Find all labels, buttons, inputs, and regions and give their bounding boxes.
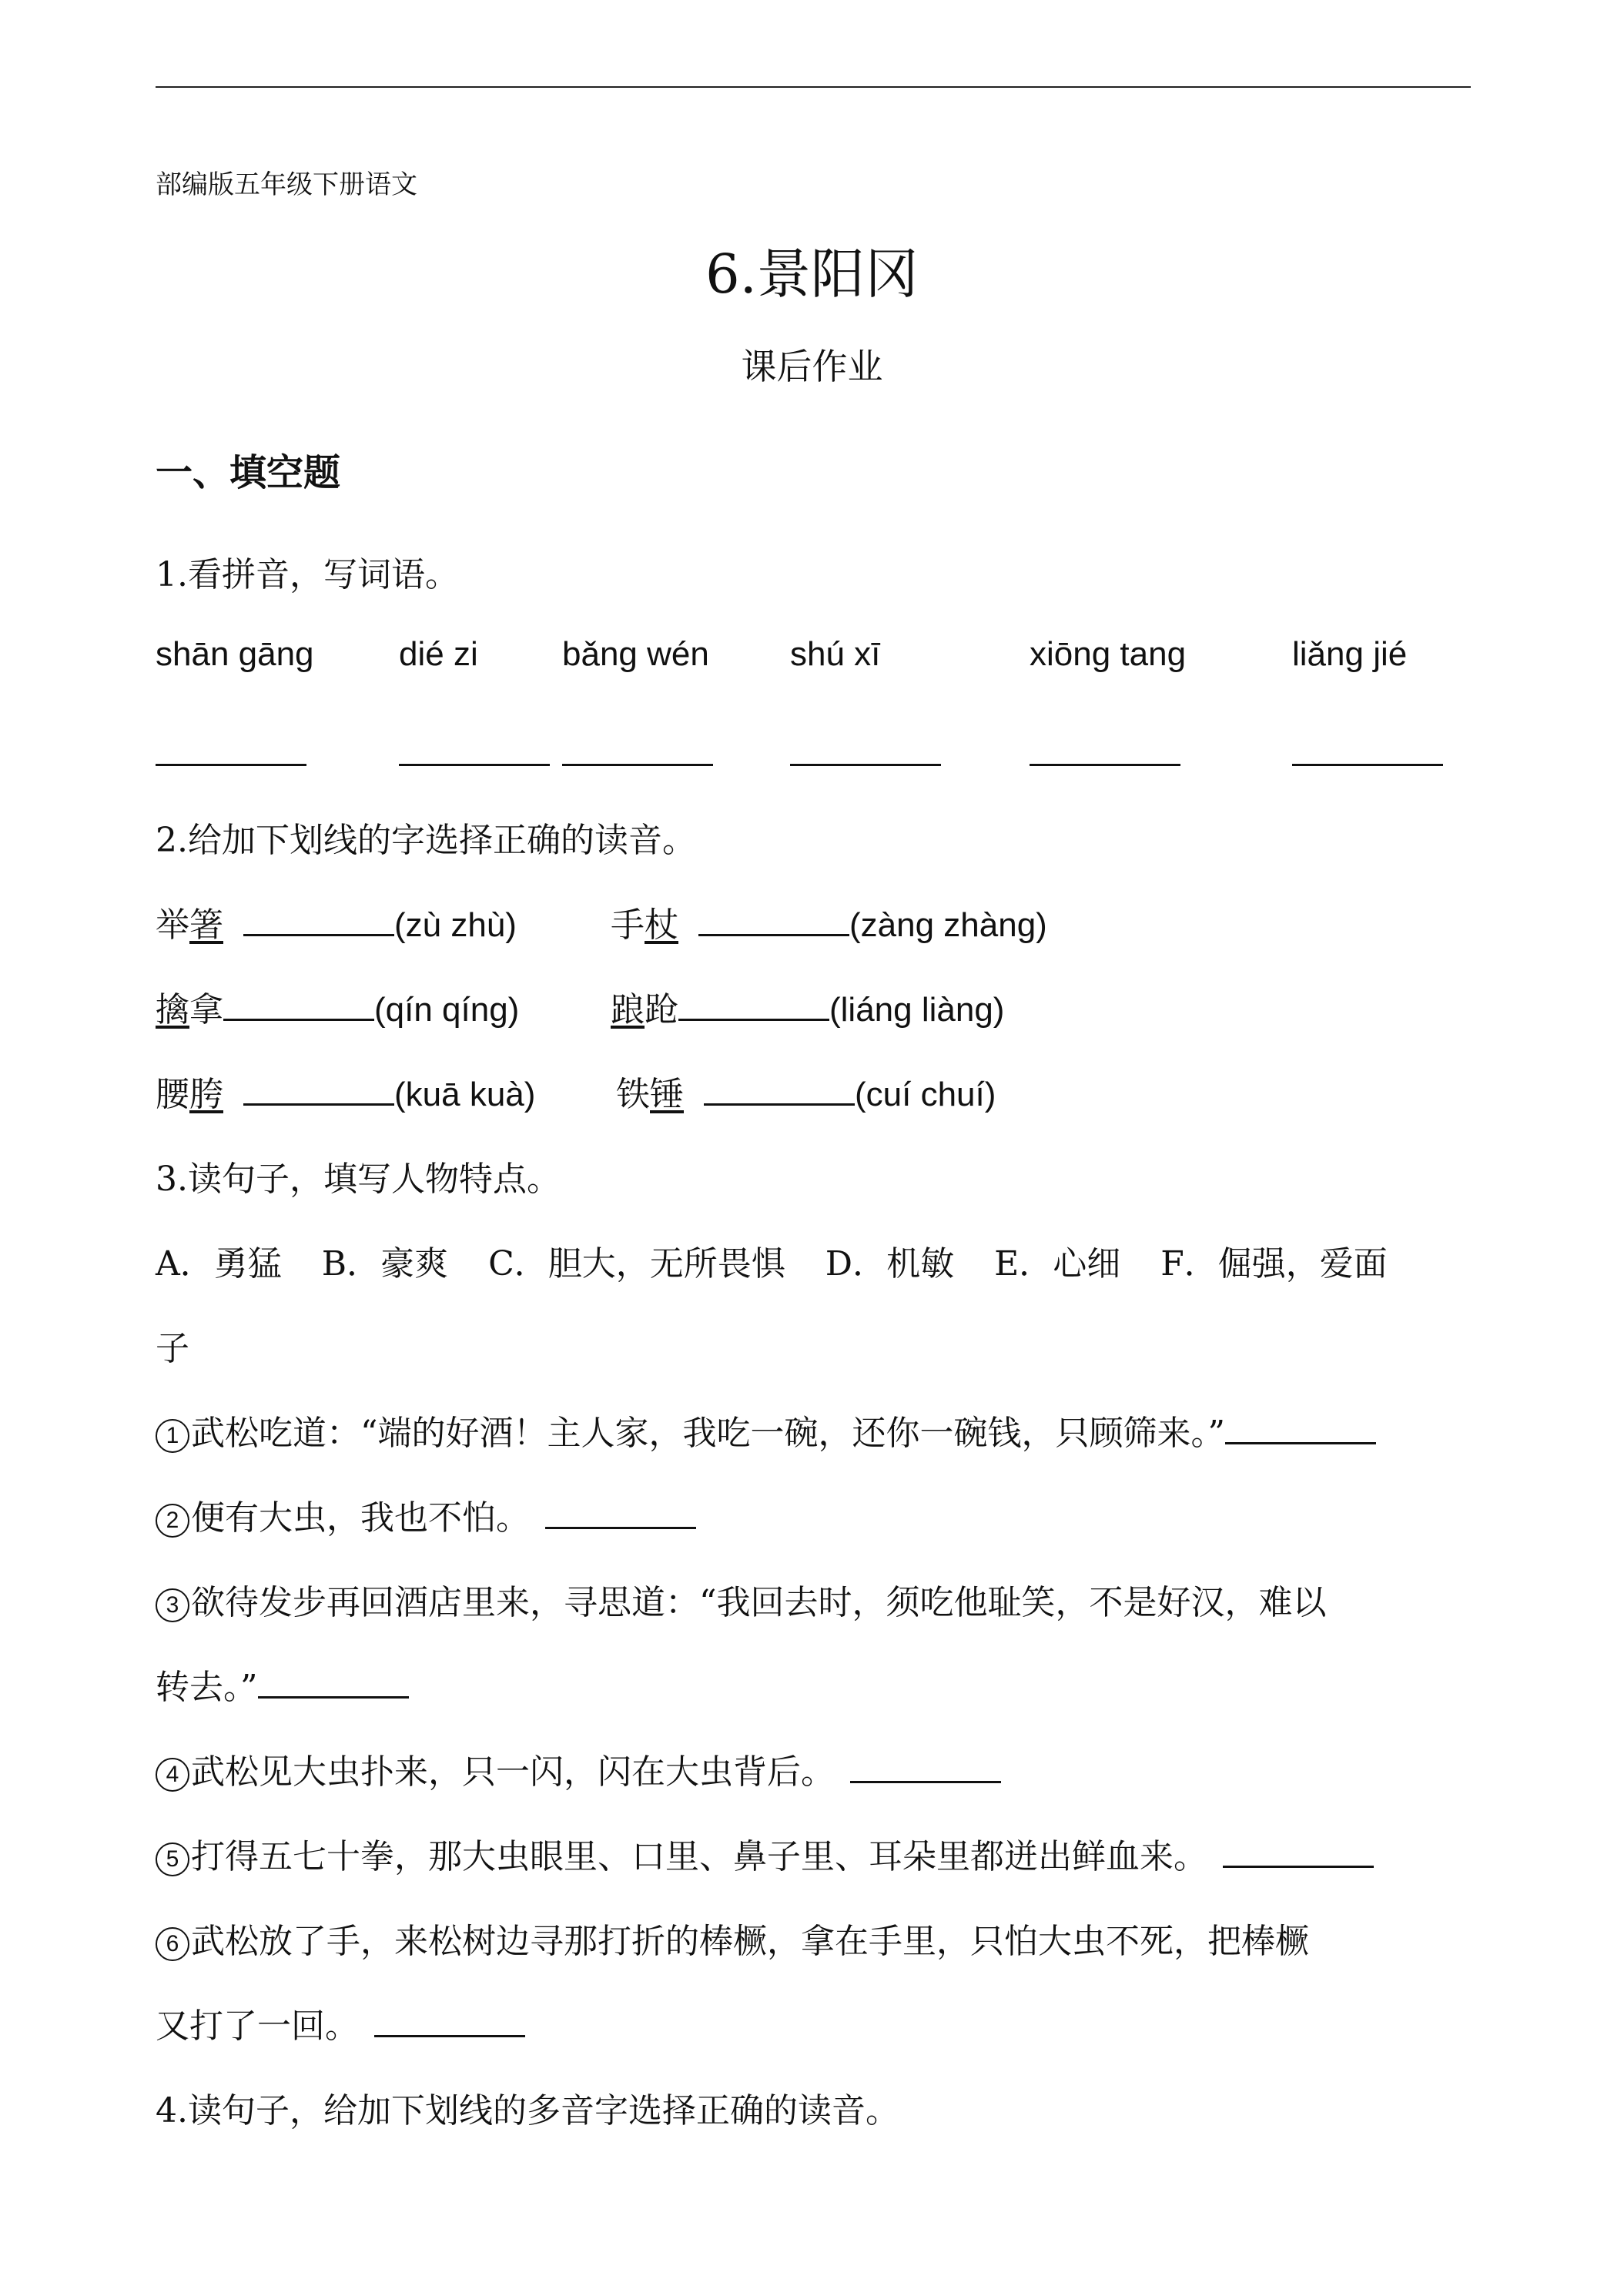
page-title: 6.景阳冈 xyxy=(705,243,919,306)
q2-underlined-char: 踉 xyxy=(611,990,645,1029)
q1-pinyin-6: liǎng jié xyxy=(1292,635,1408,673)
item-number-circle: 3 xyxy=(156,1588,189,1622)
q2-item xyxy=(156,1066,535,1116)
q1-answer-blank-6[interactable] xyxy=(1292,733,1443,766)
q3-option-f: F．倔强，爱面 xyxy=(1160,1244,1388,1284)
q3-item-1 xyxy=(156,1405,1376,1454)
q2-word-prefix: 手 xyxy=(611,905,645,945)
q2-item xyxy=(611,897,1047,946)
section-heading-fill-blank: 一、填空题 xyxy=(156,451,341,494)
q3-item-2 xyxy=(156,1490,696,1539)
q2-item xyxy=(616,1066,996,1116)
q3-item-text: 欲待发步再回酒店里来，寻思道：“我回去时，须吃他耻笑，不是好汉，难以 xyxy=(191,1583,1327,1622)
page-subtitle: 课后作业 xyxy=(741,346,883,387)
q3-answer-blank[interactable] xyxy=(1223,1835,1374,1868)
q3-answer-blank[interactable] xyxy=(258,1665,409,1699)
q3-item-text: 打得五七十拳，那大虫眼里、口里、鼻子里、耳朵里都迸出鲜血来。 xyxy=(191,1837,1207,1876)
q2-pinyin-options: (cuí chuí) xyxy=(855,1076,996,1113)
q2-prompt: 2.给加下划线的字选择正确的读音。 xyxy=(156,821,696,860)
q1-pinyin-4: shú xī xyxy=(790,635,881,673)
q3-option-d: D．机敏 xyxy=(825,1244,955,1284)
q3-item-5 xyxy=(156,1829,1374,1878)
q3-item-6 xyxy=(156,1913,1309,1963)
q2-answer-blank[interactable] xyxy=(243,1073,394,1106)
item-number-circle: 4 xyxy=(156,1758,189,1792)
q2-answer-blank[interactable] xyxy=(678,988,829,1021)
q3-prompt: 3.读句子，填写人物特点。 xyxy=(156,1160,561,1199)
q1-answer-blank-3[interactable] xyxy=(562,733,713,766)
q2-underlined-char: 擒 xyxy=(156,990,189,1029)
q1-answer-blank-1[interactable] xyxy=(156,733,306,766)
q2-answer-blank[interactable] xyxy=(223,988,374,1021)
q3-item-text: 便有大虫，我也不怕。 xyxy=(191,1498,530,1538)
q3-item-3 xyxy=(156,1575,1327,1624)
q3-item-text: 武松见大虫扑来，只一闪，闪在大虫背后。 xyxy=(191,1752,835,1792)
q2-item xyxy=(611,982,1004,1031)
q2-underlined-char: 箸 xyxy=(189,905,223,945)
q2-answer-blank[interactable] xyxy=(704,1073,855,1106)
q3-answer-blank[interactable] xyxy=(545,1496,696,1529)
q1-answer-blank-4[interactable] xyxy=(790,733,941,766)
q3-item-6-cont xyxy=(156,1998,525,2047)
q2-pinyin-options: (qín qíng) xyxy=(374,991,520,1029)
q1-answer-blank-2[interactable] xyxy=(399,733,550,766)
q3-item-text-cont: 又打了一回。 xyxy=(156,2006,359,2046)
q1-pinyin-5: xiōng tang xyxy=(1030,635,1187,673)
q3-answer-blank[interactable] xyxy=(1225,1411,1376,1444)
item-number-circle: 1 xyxy=(156,1419,189,1453)
q2-word-prefix: 腰 xyxy=(156,1075,189,1114)
q2-word-prefix: 铁 xyxy=(616,1075,650,1114)
q3-options-wrap: 子 xyxy=(156,1329,189,1368)
q2-underlined-char: 锤 xyxy=(650,1075,684,1114)
grade-label: 部编版五年级下册语文 xyxy=(156,169,417,200)
q1-pinyin-1: shān gāng xyxy=(156,635,314,673)
q2-underlined-char: 杖 xyxy=(645,905,678,945)
q3-option-b: B．豪爽 xyxy=(321,1244,449,1284)
q3-option-c: C．胆大，无所畏惧 xyxy=(488,1244,785,1284)
q2-pinyin-options: (zù zhù) xyxy=(394,906,517,944)
q2-answer-blank[interactable] xyxy=(698,903,849,936)
q2-word-suffix: 跄 xyxy=(645,990,678,1029)
q3-item-text: 武松放了手，来松树边寻那打折的棒橛，拿在手里，只怕大虫不死，把棒橛 xyxy=(191,1922,1309,1961)
q2-item xyxy=(156,897,517,946)
q3-item-text: 武松吃道：“端的好酒！主人家，我吃一碗，还你一碗钱，只顾筛来。” xyxy=(191,1414,1225,1453)
q1-answer-blank-5[interactable] xyxy=(1030,733,1180,766)
q3-item-3-cont xyxy=(156,1659,409,1709)
q2-answer-blank[interactable] xyxy=(243,903,394,936)
q3-answer-blank[interactable] xyxy=(374,2004,525,2037)
q1-pinyin-3: bǎng wén xyxy=(562,635,709,673)
q4-prompt: 4.读句子，给加下划线的多音字选择正确的读音。 xyxy=(156,2091,899,2130)
q2-underlined-char: 胯 xyxy=(189,1075,223,1114)
q3-option-a: A．勇猛 xyxy=(156,1244,282,1284)
q3-answer-blank[interactable] xyxy=(850,1750,1001,1783)
q2-pinyin-options: (liáng liàng) xyxy=(829,991,1005,1029)
q2-pinyin-options: (kuā kuà) xyxy=(394,1076,536,1113)
item-number-circle: 6 xyxy=(156,1927,189,1961)
item-number-circle: 2 xyxy=(156,1504,189,1538)
q3-options xyxy=(156,1236,1388,1285)
q1-pinyin-2: dié zi xyxy=(399,635,478,673)
q3-item-4 xyxy=(156,1744,1001,1793)
q1-prompt: 1.看拼音，写词语。 xyxy=(156,555,459,594)
q2-word-suffix: 拿 xyxy=(189,990,223,1029)
header-rule xyxy=(156,86,1471,88)
q2-pinyin-options: (zàng zhàng) xyxy=(849,906,1047,944)
item-number-circle: 5 xyxy=(156,1842,189,1876)
q3-item-text-cont: 转去。” xyxy=(156,1668,258,1707)
q2-word-prefix: 举 xyxy=(156,905,189,945)
q2-item xyxy=(156,982,519,1031)
q3-option-e: E．心细 xyxy=(994,1244,1121,1284)
